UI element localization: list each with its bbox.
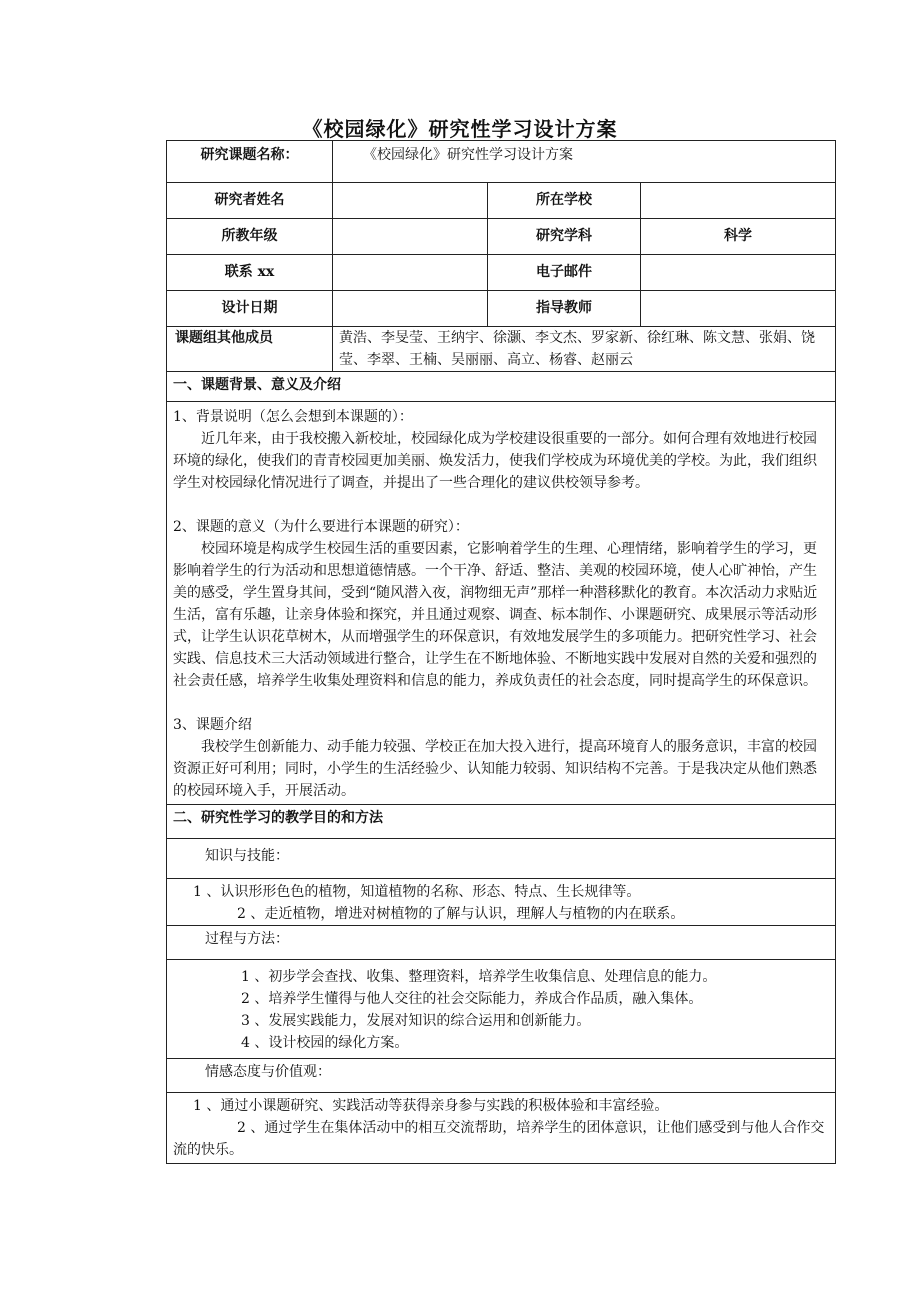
researcher-value <box>333 183 488 219</box>
grade-value <box>333 219 488 255</box>
introduction-title: 3、课题介绍 <box>173 717 252 733</box>
knowledge-item-1: 1 、认识形形色色的植物，知道植物的名称、形态、特点、生长规律等。 <box>193 884 641 900</box>
topic-value: 《校园绿化》研究性学习设计方案 <box>333 141 836 183</box>
school-label: 所在学校 <box>488 183 641 219</box>
knowledge-item-2: 2 、走近植物，增进对树植物的了解与认识，理解人与植物的内在联系。 <box>237 906 685 922</box>
members-row <box>167 327 836 372</box>
knowledge-label: 知识与技能： <box>167 839 836 879</box>
subject-label: 研究学科 <box>488 219 641 255</box>
document-title: 《校园绿化》研究性学习设计方案 <box>302 117 618 141</box>
emotion-item-1: 1 、通过小课题研究、实践活动等获得亲身参与实践的积极体验和丰富经验。 <box>193 1098 669 1114</box>
emotion-label-row <box>167 1059 836 1093</box>
background-text: 近几年来，由于我校搬入新校址，校园绿化成为学校建设很重要的一部分。如何合理有效地进行校园环境的绿化，使我们的青青校园更加美丽、焕发活力，使我们学校成为环境优美的学校。为此，我们组织学生对校园绿化情况进行了调查，并提出了一些合理化的建议供校领导参考。 <box>173 431 817 491</box>
process-item-3: 3 、发展实践能力，发展对知识的综合运用和创新能力。 <box>241 1013 591 1029</box>
section2-heading: 二、研究性学习的教学目的和方法 <box>167 805 836 839</box>
date-row <box>167 291 836 327</box>
topic-label: 研究课题名称： <box>167 141 333 183</box>
design-form-table <box>166 140 836 1164</box>
process-items-row <box>167 960 836 1059</box>
contact-label: 联系 xx <box>167 255 333 291</box>
researcher-label: 研究者姓名 <box>167 183 333 219</box>
background-title: 1、背景说明（怎么会想到本课题的）： <box>173 409 413 425</box>
school-value <box>641 183 836 219</box>
advisor-value <box>641 291 836 327</box>
section1-heading: 一、课题背景、意义及介绍 <box>167 372 836 402</box>
researcher-row <box>167 183 836 219</box>
grade-row <box>167 219 836 255</box>
section1-body <box>167 402 836 805</box>
subject-value: 科学 <box>641 219 836 255</box>
process-item-4: 4 、设计校园的绿化方案。 <box>241 1035 409 1051</box>
contact-value <box>333 255 488 291</box>
email-value <box>641 255 836 291</box>
members-value: 黄浩、李旻莹、王纳宇、徐灏、李文杰、罗家新、徐红琳、陈文慧、张娟、饶莹、李翠、王楠、吴丽丽、高立、杨睿、赵丽云 <box>333 327 836 372</box>
process-item-1: 1 、初步学会查找、收集、整理资料，培养学生收集信息、处理信息的能力。 <box>241 969 717 985</box>
emotion-item-2: 2 、通过学生在集体活动中的相互交流帮助，培养学生的团体意识，让他们感受到与他人合作交流的快乐。 <box>173 1120 825 1158</box>
topic-row <box>167 141 836 183</box>
process-label: 过程与方法： <box>167 926 836 960</box>
significance-title: 2、课题的意义（为什么要进行本课题的研究）： <box>173 519 469 535</box>
contact-row <box>167 255 836 291</box>
section1-heading-row <box>167 372 836 402</box>
process-item-2: 2 、培养学生懂得与他人交往的社会交际能力，养成合作品质，融入集体。 <box>241 991 703 1007</box>
significance-text: 校园环境是构成学生校园生活的重要因素，它影响着学生的生理、心理情绪，影响着学生的学习，更影响着学生的行为活动和思想道德情感。一个干净、舒适、整洁、美观的校园环境，使人心旷神怡，产生美的感受，学生置身其间，受到“随风潜入夜，润物细无声”那样一种潜移默化的教育。本次活动力求贴近生活，富有乐趣，让亲身体验和探究，并且通过观察、调查、标本制作、小课题研究、成果展示等活动形式，让学生认识花草树木，从而增强学生的环保意识，有效地发展学生的多项能力。把研究性学习、社会实践、信息技术三大活动领域进行整合，让学生在不断地体验、不断地实践中发展对自然的关爱和强烈的社会责任感，培养学生收集处理资料和信息的能力，养成负责任的社会态度，同时提高学生的环保意识。 <box>173 541 818 689</box>
email-label: 电子邮件 <box>488 255 641 291</box>
knowledge-label-row <box>167 839 836 879</box>
members-label: 课题组其他成员 <box>167 327 333 372</box>
date-value <box>333 291 488 327</box>
knowledge-items-row <box>167 879 836 926</box>
grade-label: 所教年级 <box>167 219 333 255</box>
introduction-text: 我校学生创新能力、动手能力较强、学校正在加大投入进行，提高环境育人的服务意识，丰富的校园资源正好可利用；同时，小学生的生活经验少、认知能力较弱、知识结构不完善。于是我决定从他们熟悉的校园环境入手，开展活动。 <box>173 739 817 799</box>
emotion-label: 情感态度与价值观： <box>167 1059 836 1093</box>
date-label: 设计日期 <box>167 291 333 327</box>
section2-heading-row <box>167 805 836 839</box>
advisor-label: 指导教师 <box>488 291 641 327</box>
process-label-row <box>167 926 836 960</box>
section1-body-row <box>167 402 836 805</box>
emotion-items-row <box>167 1093 836 1164</box>
